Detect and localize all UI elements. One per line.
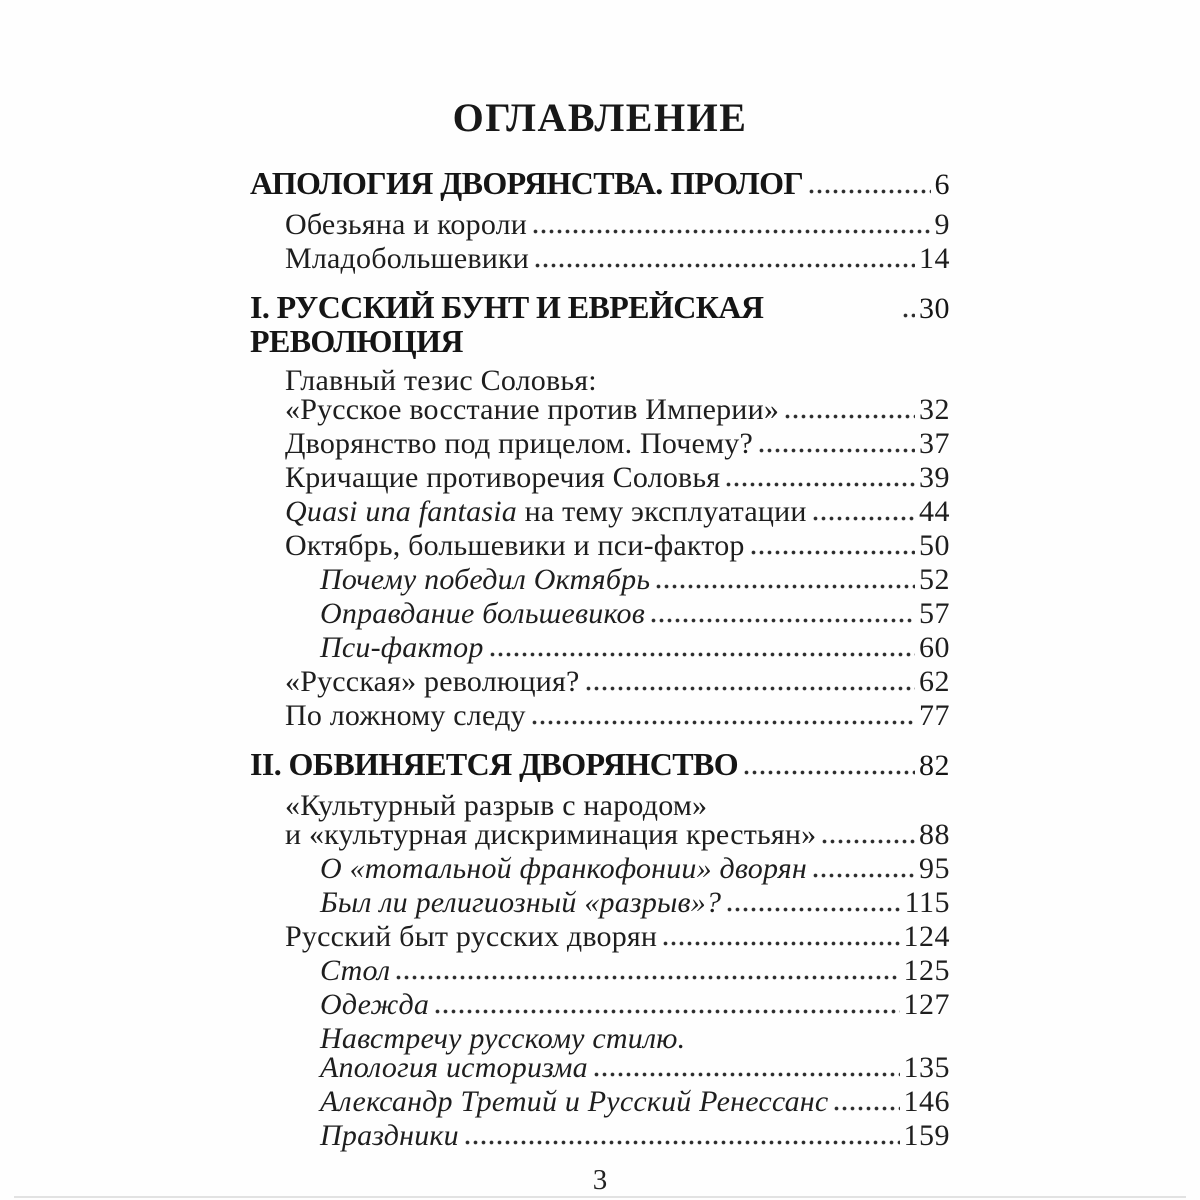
dot-leader	[535, 263, 915, 268]
entry-text: II. ОБВИНЯЕТСЯ ДВОРЯНСТВО	[250, 746, 738, 782]
page-number: 125	[903, 954, 950, 987]
toc-entry-line	[320, 854, 950, 883]
dot-leader	[656, 584, 915, 589]
entry-text: АПОЛОГИЯ ДВОРЯНСТВА. ПРОЛОГ	[250, 165, 804, 201]
entry-text: I. РУССКИЙ БУНТ И ЕВРЕЙСКАЯ РЕВОЛЮЦИЯ	[250, 289, 771, 359]
toc-entry-line	[250, 166, 950, 202]
toc-entry	[250, 791, 950, 849]
page-number: 146	[903, 1085, 950, 1118]
dot-leader	[651, 618, 915, 623]
toc-entry-line	[285, 820, 950, 849]
toc-entry	[250, 888, 950, 917]
toc-entry	[250, 599, 950, 628]
dot-leader	[751, 550, 915, 555]
toc-entry	[250, 565, 950, 594]
entry-text: «Русская» революция?	[285, 665, 580, 698]
toc-entry	[250, 1024, 950, 1082]
page-number: 135	[903, 1051, 950, 1084]
toc-section-heading	[250, 747, 950, 783]
page-number: 30	[919, 292, 950, 325]
page-number: 95	[919, 852, 950, 885]
toc-entry	[250, 244, 950, 273]
page-number: 127	[903, 988, 950, 1021]
toc-entry-line	[285, 531, 950, 560]
toc-entry	[250, 667, 950, 696]
dot-leader	[834, 1106, 899, 1111]
entry-text: Октябрь, большевики и пси-фактор	[285, 529, 745, 562]
dot-leader	[727, 907, 900, 912]
toc-entry	[250, 1121, 950, 1150]
entry-text: Quasi una fantasia на тему эксплуатации	[285, 495, 807, 528]
toc-entry-line	[285, 244, 950, 273]
toc-entry-line	[320, 1053, 950, 1082]
toc-entry	[250, 531, 950, 560]
toc-entry	[250, 701, 950, 730]
toc-entry	[250, 922, 950, 951]
toc-entry-line	[320, 599, 950, 628]
entry-text: Обезьяна и короли	[285, 208, 528, 241]
page-title: ОГЛАВЛЕНИЕ	[452, 95, 748, 140]
entry-text: Главный тезис Соловья:	[285, 364, 597, 397]
dot-leader	[903, 313, 915, 318]
page-number: 52	[919, 563, 950, 596]
toc-entry	[250, 1087, 950, 1116]
entry-text: Был ли религиозный «разрыв»?	[320, 886, 722, 919]
toc-entry	[250, 463, 950, 492]
page-number: 9	[934, 208, 950, 241]
toc-entry-line	[320, 1024, 950, 1053]
dot-leader	[594, 1072, 900, 1077]
entry-text: О «тотальной франкофонии» дворян	[320, 852, 807, 885]
toc-entry-line	[285, 463, 950, 492]
dot-leader	[785, 414, 915, 419]
toc-entry-line	[285, 701, 950, 730]
dot-leader	[532, 720, 915, 725]
toc-entry-line	[320, 565, 950, 594]
toc-entry	[250, 990, 950, 1019]
dot-leader	[759, 448, 915, 453]
page-number: 60	[919, 631, 950, 664]
page-number: 62	[919, 665, 950, 698]
toc-list	[250, 166, 950, 1150]
entry-text: Дворянство под прицелом. Почему?	[285, 427, 753, 460]
page-number: 32	[919, 393, 950, 426]
toc-entry-line	[250, 290, 950, 358]
dot-leader	[744, 770, 915, 775]
toc-entry	[250, 210, 950, 239]
page-number: 39	[919, 461, 950, 494]
dot-leader	[663, 941, 899, 946]
entry-text: Младобольшевики	[285, 242, 530, 275]
toc-entry-line	[285, 922, 950, 951]
toc-section-heading	[250, 166, 950, 202]
dot-leader	[586, 686, 915, 691]
entry-text: «Русское восстание против Империи»	[285, 393, 780, 426]
toc-entry-line	[320, 1121, 950, 1150]
page-bottom-edge	[14, 1196, 1186, 1198]
toc-entry	[250, 854, 950, 883]
page-number: 159	[903, 1119, 950, 1152]
toc-entry-line	[285, 366, 950, 395]
entry-text: Пси-фактор	[320, 631, 484, 664]
entry-text: Навстречу русскому стилю.	[320, 1022, 686, 1055]
toc-entry	[250, 956, 950, 985]
dot-leader	[813, 873, 915, 878]
page-number: 14	[919, 242, 950, 275]
page-number: 44	[919, 495, 950, 528]
page-number: 115	[904, 886, 950, 919]
entry-text: «Культурный разрыв с народом»	[285, 789, 708, 822]
toc-entry-line	[285, 429, 950, 458]
dot-leader	[533, 229, 930, 234]
page-number: 6	[934, 168, 950, 201]
entry-text: По ложному следу	[285, 699, 526, 732]
footer-page-number: 3	[592, 1164, 608, 1196]
page-number: 50	[919, 529, 950, 562]
page-number: 37	[919, 427, 950, 460]
dot-leader	[809, 189, 930, 194]
toc-section-heading	[250, 290, 950, 358]
page-number: 82	[919, 749, 950, 782]
toc-entry	[250, 633, 950, 662]
dot-leader	[822, 839, 915, 844]
dot-leader	[396, 975, 899, 980]
toc-entry-line	[285, 210, 950, 239]
entry-text: Русский быт русских дворян	[285, 920, 658, 953]
toc-entry-line	[285, 497, 950, 526]
toc-entry	[250, 429, 950, 458]
entry-text: Почему победил Октябрь	[320, 563, 651, 596]
toc-entry	[250, 366, 950, 424]
dot-leader	[435, 1009, 899, 1014]
dot-leader	[726, 482, 915, 487]
dot-leader	[465, 1140, 900, 1145]
toc-entry-line	[285, 791, 950, 820]
toc-entry	[250, 497, 950, 526]
toc-entry-line	[250, 747, 950, 783]
toc-entry-line	[320, 1087, 950, 1116]
entry-text: Праздники	[320, 1119, 459, 1152]
toc-entry-line	[320, 633, 950, 662]
entry-text: Апология историзма	[320, 1051, 588, 1084]
toc-entry-line	[320, 990, 950, 1019]
entry-text: Одежда	[320, 988, 430, 1021]
entry-text: Оправдание большевиков	[320, 597, 645, 630]
toc-entry-line	[285, 667, 950, 696]
entry-text: Кричащие противоречия Соловья	[285, 461, 721, 494]
entry-text: Стол	[320, 954, 391, 987]
toc-entry-line	[285, 395, 950, 424]
entry-text: и «культурная дискриминация крестьян»	[285, 818, 817, 851]
entry-text: Александр Третий и Русский Ренессанс	[320, 1085, 829, 1118]
dot-leader	[490, 652, 915, 657]
page-number: 88	[919, 818, 950, 851]
page-number: 57	[919, 597, 950, 630]
page-number: 77	[919, 699, 950, 732]
toc-entry-line	[320, 956, 950, 985]
dot-leader	[813, 516, 915, 521]
toc-entry-line	[320, 888, 950, 917]
page-number: 124	[903, 920, 950, 953]
